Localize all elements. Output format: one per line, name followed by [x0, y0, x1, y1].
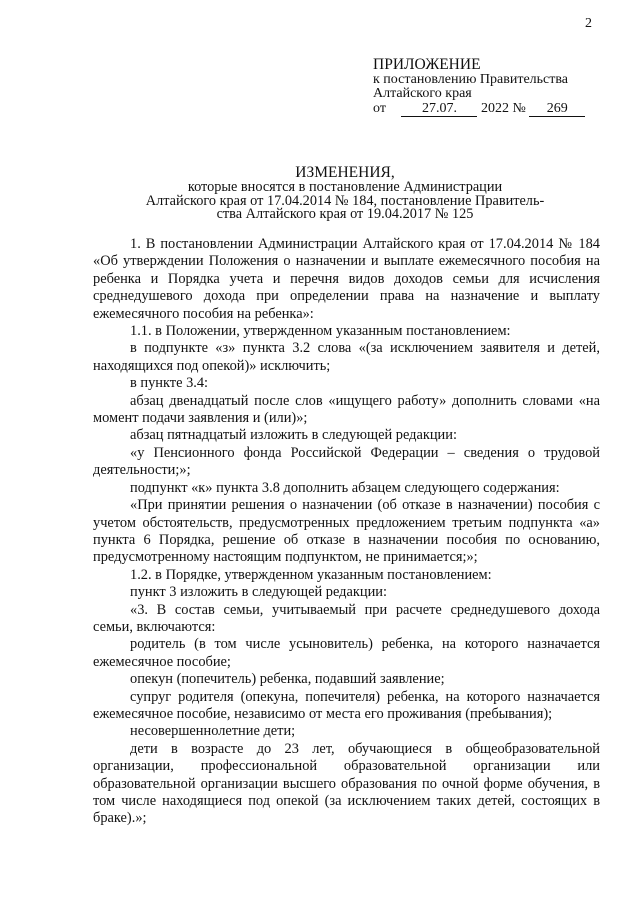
- paragraph: «3. В состав семьи, учитываемый при расчете среднедушевого дохода семьи, включаются:: [93, 601, 600, 635]
- paragraph: супруг родителя (опекуна, попечителя) ребенка, на которого назначается ежемесячное пособие, независимо от места его проживания (пребывания);: [93, 688, 600, 722]
- heading-title: ИЗМЕНЕНИЯ,: [295, 164, 395, 181]
- document-body: [93, 236, 600, 828]
- paragraph: абзац пятнадцатый изложить в следующей редакции:: [130, 427, 457, 444]
- heading-line: Алтайского края от 17.04.2014 № 184, постановление Правитель-: [145, 192, 545, 209]
- paragraph: абзац двенадцатый после слов «ищущего работу» дополнить словами «на момент подачи заявления и (или)»;: [93, 392, 600, 427]
- date-prefix: от: [373, 101, 386, 116]
- appendix-line-1: к постановлению Правительства: [373, 72, 569, 87]
- paragraph: 1. В постановлении Администрации Алтайского края от 17.04.2014 № 184 «Об утверждении Положения о назначении и выплате ежемесячного пособия на ребенка и Порядка учета и перечня видов доходов семьи для исчисления среднедушевого дохода при определении права на назначение и выплату ежемесячного пособия на ребенка»:: [93, 236, 600, 322]
- paragraph: несовершеннолетние дети;: [130, 723, 296, 740]
- heading-line: ства Алтайского края от 19.04.2017 № 125: [216, 206, 474, 222]
- number-value: 269: [529, 102, 585, 117]
- year-text: 2022 №: [480, 101, 526, 116]
- appendix-block: [373, 56, 623, 117]
- document-heading: [90, 164, 600, 222]
- paragraph: подпункт «к» пункта 3.8 дополнить абзацем следующего содержания:: [130, 479, 560, 496]
- paragraph: родитель (в том числе усыновитель) ребенка, на которого назначается ежемесячное пособие;: [93, 636, 600, 670]
- paragraph: пункт 3 изложить в следующей редакции:: [130, 584, 387, 601]
- heading-line: которые вносятся в постановление Администрации: [187, 179, 503, 195]
- paragraph: 1.2. в Порядке, утвержденном указанным постановлением:: [130, 566, 492, 583]
- date-value: 27.07.: [401, 102, 477, 117]
- appendix-date-row: [373, 101, 623, 117]
- appendix-title: ПРИЛОЖЕНИЕ: [373, 56, 481, 73]
- paragraph: опекун (попечитель) ребенка, подавший заявление;: [130, 671, 445, 688]
- paragraph: «При принятии решения о назначении (об отказе в назначении) пособия с учетом обстоятельств, предусмотренных предложением третьим подпункта «а» пункта 6 Порядка, решение об отказе в назначении пособия по основанию, предусмотренному настоящим подпунктом, не принимается;»;: [93, 497, 600, 566]
- appendix-line-2: Алтайского края: [373, 85, 472, 101]
- paragraph: «у Пенсионного фонда Российской Федерации – сведения о трудовой деятельности;»;: [93, 444, 600, 479]
- paragraph: в пункте 3.4:: [130, 375, 209, 392]
- paragraph: дети в возрасте до 23 лет, обучающиеся в общеобразовательной организации, профессиональной образовательной организации или образовательной организации высшего образования по очной форме обучения, в том числе находящиеся под опекой (за исключением таких детей, состоящих в браке).»;: [93, 740, 600, 827]
- page-number: 2: [585, 16, 592, 31]
- paragraph: 1.1. в Положении, утвержденном указанным постановлением:: [130, 323, 511, 340]
- paragraph: в подпункте «з» пункта 3.2 слова «(за исключением заявителя и детей, находящихся под опекой)» исключить;: [93, 340, 600, 374]
